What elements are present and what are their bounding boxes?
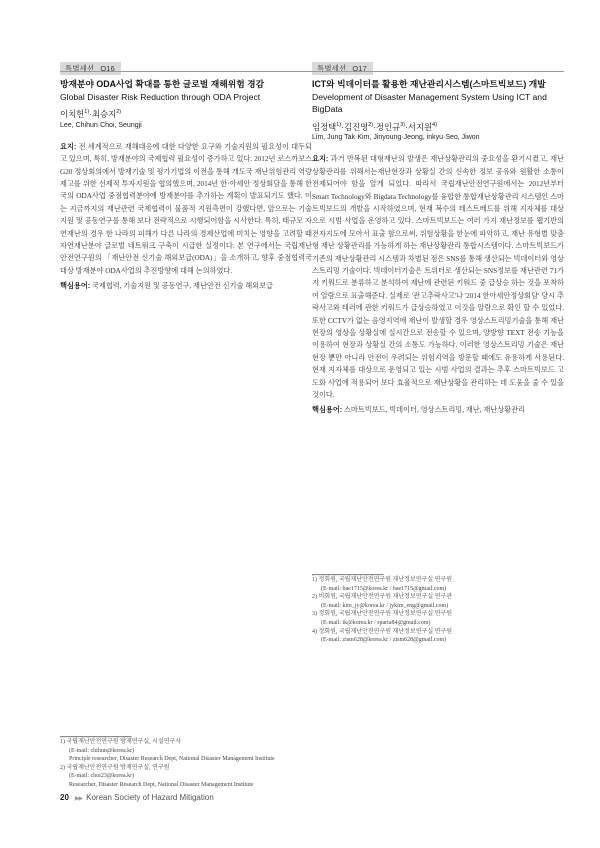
- abstract: [60, 141, 312, 277]
- society-name: Korean Society of Hazard Mitigation: [86, 793, 214, 802]
- session-badge-label: 특별세션: [65, 64, 95, 73]
- authors-korean: 임정택$^{1)}$·김진영$^{2)}$·정인규$^{3)}$·서지원$^{4)}$: [312, 121, 438, 132]
- footnote-email: (E-mail: kim_jy@korea.kr / jykim_eng@gmail.com): [321, 602, 449, 609]
- footnote: 1) 정회원, 국립재난안전연구원 재난정보연구실 연구원: [312, 577, 453, 583]
- article-o17: [312, 58, 564, 417]
- title-english: Global Disaster Risk Reduction through ODA Project: [60, 91, 261, 102]
- session-header: [60, 58, 312, 72]
- authors-english: Lim, Jung Tak·Kim, Jinyoung·Jeong, inkyu·Seo, Jiwon: [312, 134, 480, 142]
- abstract-label: 요지:: [312, 154, 329, 164]
- session-header: [312, 58, 564, 72]
- authors-korean: 이치헌$^{1)}$·최승지$^{2)}$: [60, 108, 122, 119]
- footnote-email: (E-mail: choi23@korea.kr): [69, 773, 135, 780]
- session-code: O16: [100, 64, 115, 73]
- title-korean: ICT와 빅데이터를 활용한 재난관리시스템(스마트빅보드) 개발: [312, 79, 546, 89]
- article-o16: [60, 58, 312, 293]
- abstract-text: 전 세계적으로 재해대응에 대한 다양한 요구와 기술지원의 필요성이 대두되고 있으며, 특히, 방재분야의 국제협력 필요성이 증가하고 있다. 2012년 로스까보스 G20 정상회의에서 방재기술 및 평가기법의 이전을 통해 개도국 재난위험관리 역량제고를 위한 선제적 투자지원을 협의했으며, 2014년 한·아세안 정상회담을 통해 한국의 ODA사업 중점협력분야에 방재분야를 추가하는 계획이 발표되기도 했다. 이는 지금까지의 재난관련 국제협력이 물품적 지원측면이 강했다면, 앞으로는 기술지원 및 공동연구를 통해 보다 전략적으로 시행되어함을 시사한다. 특히, 태규모 자연재난의 경우 한 나라의 피해가 다른 나라의 경제산업에 미치는 영향을 고려할 때 자연재난분야 글로벌 네트워크 구축이 시급한 실정이다. 본 연구에서는 국립재난안전연구원의 「재난안전 신기술 해외보급(ODA)」을 소개하고, 향후 중점협력국 대상 방재분야 ODA사업의 추진방향에 대해 논의하였다.: [60, 142, 312, 275]
- footnote: 2) 국립재난안전연구원 방재연구실, 연구원: [60, 764, 170, 771]
- footnotes-right: [312, 574, 564, 645]
- footnote: 2) 비회원, 국립재난안전연구원 재난정보연구실 연구관: [312, 594, 453, 601]
- session-badge: [312, 62, 373, 75]
- abstract-label: 요지:: [60, 141, 77, 151]
- header-rule: [60, 71, 312, 72]
- footnote-email: (E-mail: chihun@korea.kr): [69, 747, 135, 754]
- keywords: [60, 280, 312, 292]
- keywords: [312, 404, 564, 416]
- footnote-affiliation: Principle researcher, Disaster Research Dept, National Disaster Management Institute: [69, 756, 275, 763]
- footnote-email: (E-mail: zism628@korea.kr / zism628@gmail.com): [321, 637, 447, 644]
- footnote: 4) 정회원, 국립재난안전연구원 재난정보연구실 연구원: [312, 628, 453, 635]
- footnote-affiliation: Researcher, Disaster Research Dept, National Disaster Management Institute: [69, 781, 254, 788]
- header-rule: [312, 71, 564, 72]
- session-badge-label: 특별세션: [317, 64, 347, 73]
- keywords-text: 국제협력, 기술지원 및 공동연구, 재난안전 신기술 해외보급: [91, 282, 273, 291]
- keywords-label: 핵심용어:: [312, 405, 343, 415]
- footnote-email: (E-mail: bae1715@korea.kr / bae1715@gmail.com): [321, 585, 447, 592]
- keywords-label: 핵심용어:: [60, 281, 91, 291]
- footnote: 3) 정회원, 국립재난안전연구원 재난정보연구실 연구원: [312, 611, 453, 618]
- footnotes-left: [60, 736, 312, 790]
- abstract-text: 과거 반복된 대형재난의 발생은 재난상황관리의 중요성을 환기시켰고, 재난상황관리를 위해서는재난현장과 상황실 간의 신속한 정보 공유와 원활한 소통이 전제되어야 함을 알게 되었다. 따라서 국립재난안전연구원에서는 2012년부터 Smart Technology와 Bigdata Technology를 융합한 통합재난상황관리 시스템인 스마트빅보드의 개발을 시작하였으며, 현재 복수의 테스트베드를 위해 지자체를 대상으로 시범 사업을 운영하고 있다. 스마트빅보드는 여러 가지 재난정보를 웹기반의 전자지도에 모아서 표출 함으로써, 위험상황을 한눈에 파악하고, 재난 유형별 맞춤형 재난 상황관리를 가능하게 하는 재난상황관리 통합시스템이다. 스마트빅보드가 기존의 재난상황관리 시스템과 차별된 점은 SNS를 통해 생산되는 빅데이터와 영상스트리밍 기술이다. 빅데이터기술은 트위터로 생산되는 SNS정보를 재난관련 71가지 키워드로 분류하고 분석하여 재난에 관련된 키워드 중 급상승 하는 것을 포착하여 알람으로 표출해준다. 실제로 '관고추락사고'나 '2014 한아세안정상회담' 당시 추락사고와 테러에 관한 키워드가 급상승하였고 이것을 알람으로 확인 할 수 있었다. 또한 CCTV가 없는 음영지역에 재난이 발생할 경우 영상스트리밍기술을 통해 재난현장의 영상을 상황실에 실시간으로 전송할 수 있으며, 양방향 TEXT 전송 기능을 이용하여 현장과 상황실 간의 소통도 가능하다. 이러한 영상스트리밍 기술은 재난현장 뿐만 아니라 안전이 우려되는 위험지역을 방문할 때에도 유용하게 사용된다. 현재 지자체를 대상으로 운영되고 있는 시범 사업의 결과는 추후 스마트빅보드 고도화 사업에 적용되어 보다 효율적으로 재난상황을 관리하는 데 도움을 줄 수 있을 것이다.: [312, 155, 564, 400]
- footnote: 1) 국립재난안전연구원 방재연구실, 시설연구사: [60, 739, 182, 745]
- session-code: O17: [352, 64, 367, 73]
- page-footer: [60, 793, 214, 802]
- double-arrow-icon: ▶▶: [74, 796, 83, 802]
- abstract: [312, 153, 564, 401]
- footnote-email: (E-mail: ik@korea.kr / sparta84@gmail.com): [321, 619, 431, 626]
- title-english: Development of Disaster Management System Using ICT and BigData: [312, 91, 547, 114]
- session-badge: [60, 62, 121, 75]
- page-number: 20: [60, 793, 69, 802]
- keywords-text: 스마트빅보드, 빅데이터, 영상스트리밍, 재난, 재난상황관리: [343, 406, 525, 415]
- title-korean: 방재분야 ODA사업 확대를 통한 글로벌 재해위험 경감: [60, 79, 265, 89]
- authors-english: Lee, Chihun·Choi, Seungji: [60, 121, 142, 129]
